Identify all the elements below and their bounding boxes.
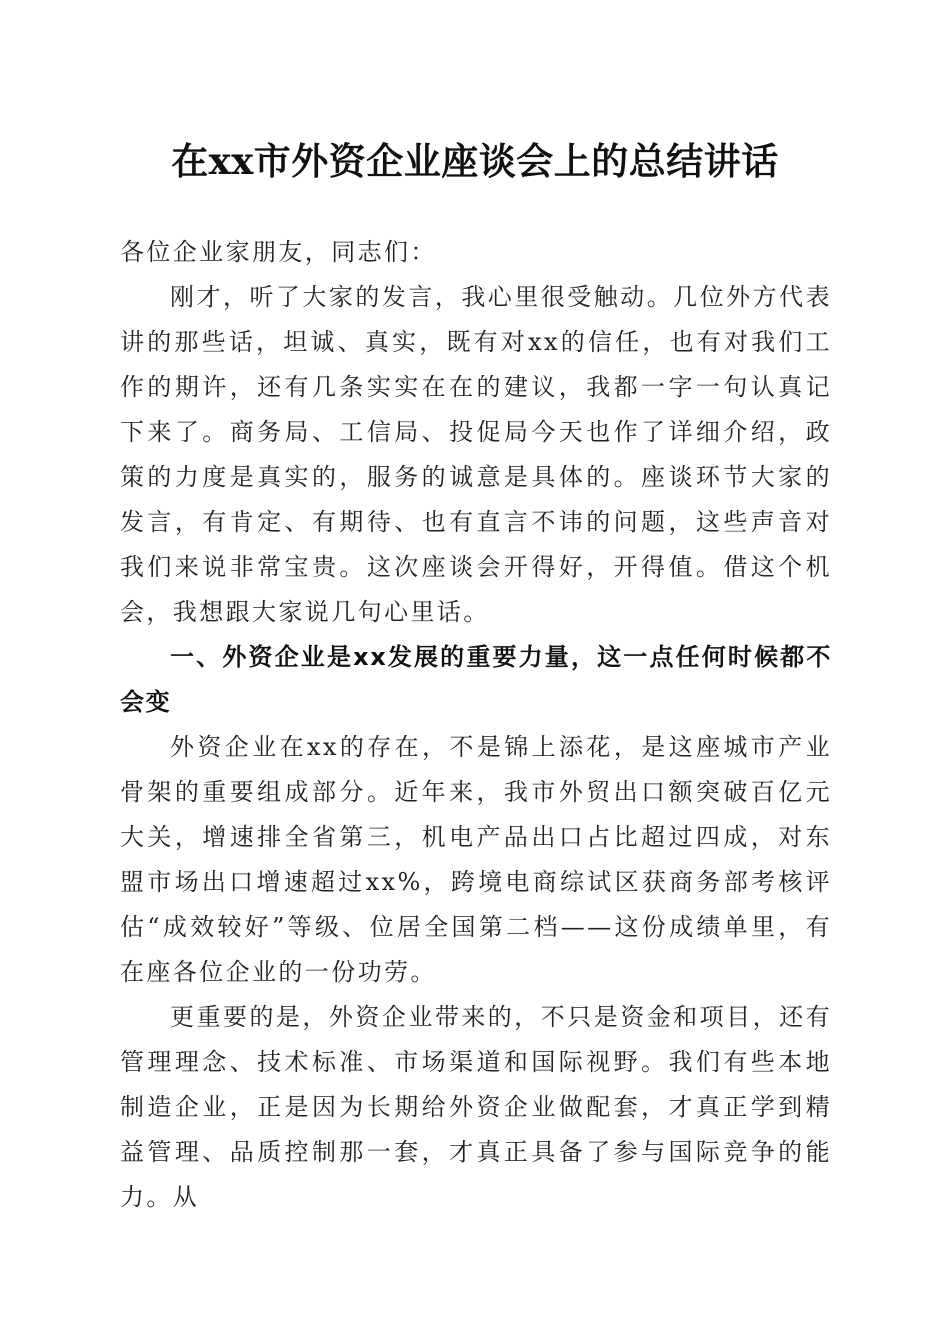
section-paragraph-2: 更重要的是，外资企业带来的，不只是资金和项目，还有管理理念、技术标准、市场渠道和国际视野。我们有些本地制造企业，正是因为长期给外资企业做配套，才真正学到精益管理、品质控制那一套，才真正具备了参与国际竞争的能力。从 [120,1003,832,1211]
section-paragraph-1: 外资企业在xx的存在，不是锦上添花，是这座城市产业骨架的重要组成部分。近年来，我市外贸出口额突破百亿元大关，增速排全省第三，机电产品出口占比超过四成，对东盟市场出口增速超过xx%，跨境电商综试区获商务部考核评估“成效较好”等级、位居全国第二档——这份成绩单里，有在座各位企业的一份功劳。 [120,733,832,986]
salutation: 各位企业家朋友，同志们： [120,238,437,266]
section-heading: 一、外资企业是xx发展的重要力量，这一点任何时候都不会变 [120,643,832,716]
document-body [120,230,832,1220]
document-title: 在xx市外资企业座谈会上的总结讲话 [171,139,779,183]
intro-paragraph: 刚才，听了大家的发言，我心里很受触动。几位外方代表讲的那些话，坦诚、真实，既有对xx的信任，也有对我们工作的期许，还有几条实实在在的建议，我都一字一句认真记下来了。商务局、工信局、投促局今天也作了详细介绍，政策的力度是真实的，服务的诚意是具体的。座谈环节大家的发言，有肯定、有期待、也有直言不讳的问题，这些声音对我们来说非常宝贵。这次座谈会开得好，开得值。借这个机会，我想跟大家说几句心里话。 [120,283,832,626]
